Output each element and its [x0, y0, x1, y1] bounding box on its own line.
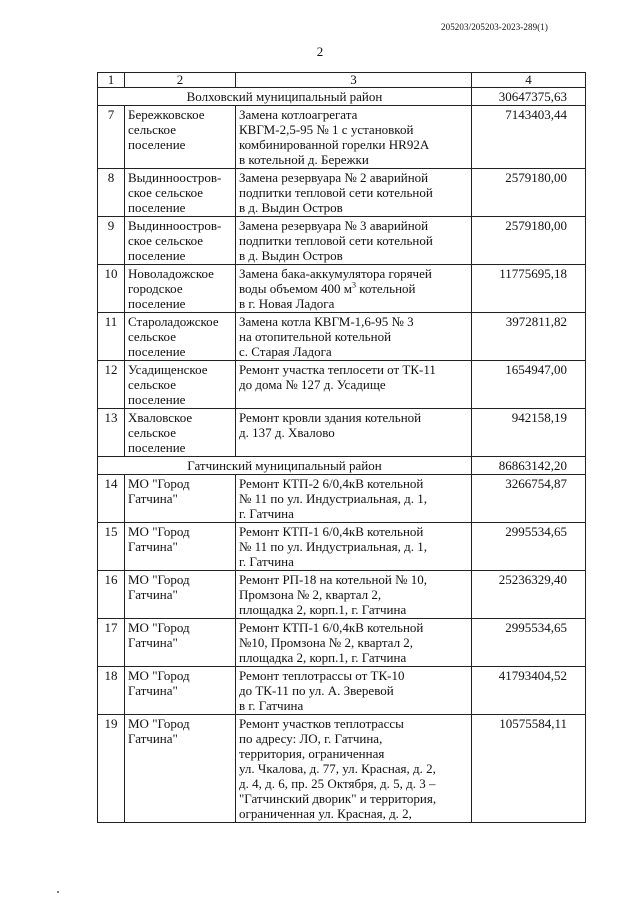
work-description: Ремонт участков теплотрассы по адресу: ЛО, г. Гатчина, территория, ограниченная ул. Чкалова, д. 77, ул. Красная, д. 2, д. 4, д. 6, пр. 25 Октября, д. 5, д. 3 – "Гатчинский дворик" и территория, ограниченная ул. Красная, д. 2, [236, 715, 472, 823]
table-row [98, 715, 586, 823]
work-description: Замена резервуара № 2 аварийной подпитки тепловой сети котельной в д. Выдин Остров [236, 169, 472, 217]
row-number: 9 [98, 217, 125, 265]
row-number: 12 [98, 361, 125, 409]
work-description-part: Замена бака-аккумулятора горячей воды объемом 400 м [239, 266, 432, 296]
settlement-name: МО "Город Гатчина" [125, 667, 236, 715]
work-description: Ремонт КТП-1 6/0,4кВ котельной № 11 по ул. Индустриальная, д. 1, г. Гатчина [236, 523, 472, 571]
settlement-name: МО "Город Гатчина" [125, 523, 236, 571]
row-number: 11 [98, 313, 125, 361]
amount: 10575584,11 [472, 715, 586, 823]
work-description: Ремонт РП-18 на котельной № 10, Промзона № 2, квартал 2, площадка 2, корп.1, г. Гатчина [236, 571, 472, 619]
table-row [98, 106, 586, 169]
scan-speck [57, 891, 59, 893]
table-row [98, 217, 586, 265]
row-number: 15 [98, 523, 125, 571]
row-number: 7 [98, 106, 125, 169]
row-number: 14 [98, 475, 125, 523]
settlement-name: Староладожское сельское поселение [125, 313, 236, 361]
work-description [236, 265, 472, 313]
settlement-name: Выдинноостров- ское сельское поселение [125, 217, 236, 265]
amount: 2579180,00 [472, 169, 586, 217]
row-number: 16 [98, 571, 125, 619]
work-description: Ремонт участка теплосети от ТК-11 до дома № 127 д. Усадище [236, 361, 472, 409]
superscript-exponent: 3 [352, 280, 356, 290]
works-table [97, 72, 586, 823]
work-description: Замена котлоагрегата КВГМ-2,5-95 № 1 с установкой комбинированной горелки HR92A в котельной д. Бережки [236, 106, 472, 169]
district-row [98, 88, 586, 106]
row-number: 17 [98, 619, 125, 667]
settlement-name: Выдинноостров- ское сельское поселение [125, 169, 236, 217]
table-row [98, 571, 586, 619]
amount: 2995534,65 [472, 523, 586, 571]
amount: 1654947,00 [472, 361, 586, 409]
district-name: Гатчинский муниципальный район [98, 457, 472, 475]
settlement-name: Новоладожское городское поселение [125, 265, 236, 313]
amount: 25236329,40 [472, 571, 586, 619]
column-header: 4 [472, 73, 586, 88]
column-header: 3 [236, 73, 472, 88]
work-description: Замена котла КВГМ-1,6-95 № 3 на отопительной котельной с. Старая Ладога [236, 313, 472, 361]
table-row [98, 475, 586, 523]
work-description-part: котельной в г. Новая Ладога [239, 281, 416, 311]
row-number: 18 [98, 667, 125, 715]
table-row [98, 361, 586, 409]
table-row [98, 169, 586, 217]
work-description: Ремонт кровли здания котельной д. 137 д. Хвалово [236, 409, 472, 457]
amount: 11775695,18 [472, 265, 586, 313]
settlement-name: МО "Город Гатчина" [125, 571, 236, 619]
settlement-name: МО "Город Гатчина" [125, 475, 236, 523]
amount: 41793404,52 [472, 667, 586, 715]
row-number: 13 [98, 409, 125, 457]
row-number: 10 [98, 265, 125, 313]
table-row [98, 523, 586, 571]
district-total: 86863142,20 [472, 457, 586, 475]
work-description: Замена резервуара № 3 аварийной подпитки тепловой сети котельной в д. Выдин Остров [236, 217, 472, 265]
settlement-name: Усадищенское сельское поселение [125, 361, 236, 409]
work-description: Ремонт КТП-1 6/0,4кВ котельной №10, Промзона № 2, квартал 2, площадка 2, корп.1, г. Гатчина [236, 619, 472, 667]
table-row [98, 619, 586, 667]
row-number: 8 [98, 169, 125, 217]
amount: 7143403,44 [472, 106, 586, 169]
table-header-row [98, 73, 586, 88]
amount: 2579180,00 [472, 217, 586, 265]
column-header: 2 [125, 73, 236, 88]
amount: 3972811,82 [472, 313, 586, 361]
district-name: Волховский муниципальный район [98, 88, 472, 106]
settlement-name: МО "Город Гатчина" [125, 715, 236, 823]
work-description: Ремонт теплотрассы от ТК-10 до ТК-11 по ул. А. Зверевой в г. Гатчина [236, 667, 472, 715]
row-number: 19 [98, 715, 125, 823]
district-total: 30647375,63 [472, 88, 586, 106]
table-row [98, 265, 586, 313]
settlement-name: МО "Город Гатчина" [125, 619, 236, 667]
column-header: 1 [98, 73, 125, 88]
table-row [98, 667, 586, 715]
table-row [98, 313, 586, 361]
district-row [98, 457, 586, 475]
table-row [98, 409, 586, 457]
page-number: 2 [316, 44, 324, 59]
document-id: 205203/205203-2023-289(1) [441, 22, 548, 32]
amount: 2995534,65 [472, 619, 586, 667]
amount: 942158,19 [472, 409, 586, 457]
work-description: Ремонт КТП-2 6/0,4кВ котельной № 11 по ул. Индустриальная, д. 1, г. Гатчина [236, 475, 472, 523]
settlement-name: Хваловское сельское поселение [125, 409, 236, 457]
amount: 3266754,87 [472, 475, 586, 523]
settlement-name: Бережковское сельское поселение [125, 106, 236, 169]
